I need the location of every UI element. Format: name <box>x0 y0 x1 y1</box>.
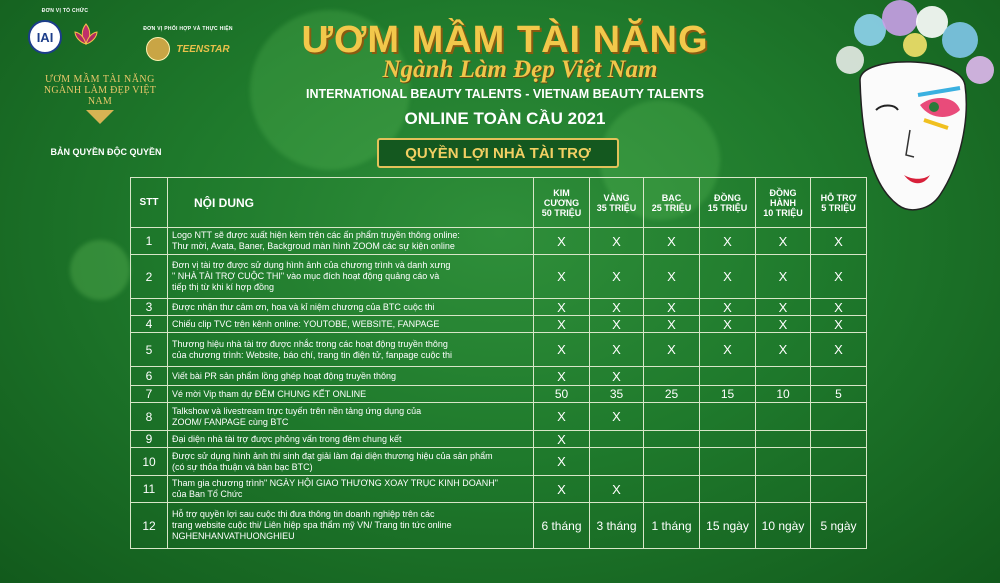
brand-line-1: ƯƠM MẦM TÀI NĂNG <box>45 74 155 85</box>
brand-logo <box>40 74 160 124</box>
tier-cell: X <box>534 316 590 333</box>
tier-cell <box>811 431 867 448</box>
tier-cell: X <box>756 333 811 367</box>
content-line: Viết bài PR sản phẩm lồng ghép hoạt động truyền thông <box>172 370 396 381</box>
row-number: 5 <box>131 333 168 367</box>
content-line: NGHENHANVATHUONGHIEU <box>172 531 295 541</box>
content-line: Logo NTT sẽ được xuất hiện kèm trên các ấn phẩm truyền thông online: <box>172 230 460 240</box>
organizer-logos <box>20 20 110 54</box>
tier-cell <box>700 448 756 476</box>
tier-cell: 15 <box>700 386 756 403</box>
row-number: 10 <box>131 448 168 476</box>
tier-cell: X <box>756 255 811 299</box>
tier-cell <box>700 367 756 386</box>
row-content <box>168 431 534 448</box>
tier-cell: X <box>811 228 867 255</box>
international-subtitle: INTERNATIONAL BEAUTY TALENTS - VIETNAM BEAUTY TALENTS <box>306 87 704 101</box>
tier-cell: X <box>534 403 590 431</box>
tier-cell <box>700 476 756 503</box>
online-subtitle: ONLINE TOÀN CẦU 2021 <box>404 109 606 128</box>
tier-cell <box>756 476 811 503</box>
tier-cell: 6 tháng <box>534 503 590 549</box>
partner-block <box>138 26 238 61</box>
tier-cell: X <box>756 299 811 316</box>
tier-label: HỖ TRỢ <box>820 192 857 203</box>
row-number: 4 <box>131 316 168 333</box>
table-header-row <box>131 178 867 228</box>
script-subtitle: Ngành Làm Đẹp Việt Nam <box>382 56 658 83</box>
content-line: Đại diện nhà tài trợ được phỏng vấn trong đêm chung kết <box>172 433 402 444</box>
partner-caption: ĐƠN VỊ PHỐI HỢP VÀ THỰC HIỆN <box>143 26 233 32</box>
tier-cell <box>590 448 644 476</box>
tier-cell: 10 ngày <box>756 503 811 549</box>
content-line: " NHÀ TÀI TRỢ CUỘC THI" vào mục đích hoạt động quảng cáo và <box>172 271 440 281</box>
tier-cell <box>811 403 867 431</box>
tier-cell: 50 <box>534 386 590 403</box>
row-number: 11 <box>131 476 168 503</box>
tier-cell: 5 <box>811 386 867 403</box>
tier-cell: X <box>534 255 590 299</box>
row-number: 12 <box>131 503 168 549</box>
tier-cell <box>811 367 867 386</box>
tier-cell: X <box>811 316 867 333</box>
row-content <box>168 316 534 333</box>
table-row <box>131 316 867 333</box>
tier-cell: X <box>534 333 590 367</box>
tier-cell: X <box>590 403 644 431</box>
header-tier-support <box>811 178 867 228</box>
row-number: 2 <box>131 255 168 299</box>
content-line: Đơn vị tài trợ được sử dụng hình ảnh của chương trình và danh xưng <box>172 260 451 270</box>
organizer-caption: ĐƠN VỊ TỔ CHỨC <box>41 8 89 14</box>
tier-cell: X <box>590 367 644 386</box>
tier-label: VÀNG <box>603 192 630 203</box>
row-number: 3 <box>131 299 168 316</box>
header-tier-bronze <box>700 178 756 228</box>
tier-cell: X <box>590 333 644 367</box>
tier-cell: X <box>811 333 867 367</box>
tier-cell: X <box>534 448 590 476</box>
row-content <box>168 228 534 255</box>
row-content <box>168 255 534 299</box>
tier-label: 35 TRIỆU <box>596 202 637 213</box>
row-content <box>168 403 534 431</box>
tier-cell: X <box>756 228 811 255</box>
tier-cell: X <box>700 333 756 367</box>
tier-label: 10 TRIỆU <box>763 207 803 218</box>
benefits-table <box>130 177 867 549</box>
row-content <box>168 386 534 403</box>
tier-cell <box>644 476 700 503</box>
tier-cell: 5 ngày <box>811 503 867 549</box>
row-content <box>168 333 534 367</box>
tier-cell <box>756 448 811 476</box>
tier-label: 15 TRIỆU <box>707 202 748 213</box>
tier-cell <box>700 403 756 431</box>
tier-cell: X <box>590 476 644 503</box>
row-number: 1 <box>131 228 168 255</box>
tier-cell: 35 <box>590 386 644 403</box>
iai-logo: IAI <box>28 20 62 54</box>
partner-logos <box>138 37 238 61</box>
header-tier-gold <box>590 178 644 228</box>
tier-cell <box>590 431 644 448</box>
tier-cell: X <box>590 228 644 255</box>
tier-label: ĐỒNG <box>769 187 797 198</box>
content-line: (có sự thỏa thuận và bàn bạc BTC) <box>172 461 313 472</box>
tier-cell: X <box>644 299 700 316</box>
tier-label: KIM <box>553 187 570 198</box>
tier-label: 5 TRIỆU <box>821 202 856 213</box>
content-line: Talkshow và livestream trực tuyến trên nền tảng ứng dụng của <box>172 405 422 416</box>
row-number: 9 <box>131 431 168 448</box>
table-row <box>131 367 867 386</box>
table-row <box>131 403 867 431</box>
tier-cell <box>756 367 811 386</box>
tier-cell: X <box>700 228 756 255</box>
bg-glow <box>70 240 130 300</box>
content-line: Thư mời, Avata, Baner, Backgroud màn hình ZOOM các sự kiện online <box>172 241 455 251</box>
tier-label: 50 TRIỆU <box>541 207 582 218</box>
tier-cell: X <box>644 316 700 333</box>
content-line: tiếp thị từ khi kí hợp đồng <box>172 282 274 292</box>
row-number: 8 <box>131 403 168 431</box>
table-row <box>131 255 867 299</box>
tier-label: CƯƠNG <box>543 197 580 208</box>
table-row <box>131 503 867 549</box>
tier-cell: X <box>644 333 700 367</box>
tier-cell: X <box>534 299 590 316</box>
content-line: Được sử dụng hình ảnh thí sinh đạt giải làm đại diện thương hiệu của sản phẩm <box>172 450 493 461</box>
content-line: Thương hiệu nhà tài trợ được nhắc trong các hoạt động truyền thông <box>172 338 448 349</box>
header-tier-companion <box>756 178 811 228</box>
table-row <box>131 333 867 367</box>
tier-cell: X <box>590 255 644 299</box>
content-line: trang website cuộc thi/ Liên hiệp spa thẩm mỹ VN/ Trang tin tức online <box>172 520 452 530</box>
tier-cell: X <box>534 367 590 386</box>
content-line: Chiếu clip TVC trên kênh online: YOUTOBE, WEBSITE, FANPAGE <box>172 318 440 329</box>
header-stt: STT <box>131 178 168 228</box>
tier-cell: X <box>534 228 590 255</box>
table-row <box>131 476 867 503</box>
tier-cell: 25 <box>644 386 700 403</box>
tier-cell: X <box>700 299 756 316</box>
seal-logo-icon <box>146 37 170 61</box>
tier-cell: 3 tháng <box>590 503 644 549</box>
content-line: Tham gia chương trình" NGÀY HỘI GIAO THƯƠNG XOAY TRỤC KINH DOANH" <box>172 478 498 488</box>
tier-cell: X <box>811 255 867 299</box>
tier-cell <box>811 448 867 476</box>
section-title: QUYỀN LỢI NHÀ TÀI TRỢ <box>377 138 619 168</box>
row-content <box>168 367 534 386</box>
tier-cell: 10 <box>756 386 811 403</box>
tier-cell: 15 ngày <box>700 503 756 549</box>
table-row <box>131 448 867 476</box>
content-line: Hỗ trợ quyền lợi sau cuộc thi đưa thông tin doanh nghiệp trên các <box>172 509 435 519</box>
tier-cell: X <box>811 299 867 316</box>
tier-cell: X <box>644 228 700 255</box>
tier-cell: X <box>756 316 811 333</box>
lotus-logo-icon <box>70 20 102 50</box>
tier-cell <box>811 476 867 503</box>
tier-cell <box>644 431 700 448</box>
tier-label: HÀNH <box>770 197 796 208</box>
tier-cell: X <box>700 255 756 299</box>
tier-cell <box>644 448 700 476</box>
row-content <box>168 299 534 316</box>
row-content <box>168 503 534 549</box>
table-body <box>131 228 867 549</box>
row-content <box>168 476 534 503</box>
copyright-label: BẢN QUYỀN ĐỘC QUYỀN <box>50 147 162 157</box>
row-number: 7 <box>131 386 168 403</box>
tier-label: 25 TRIỆU <box>651 202 692 213</box>
tier-cell: X <box>590 299 644 316</box>
tier-cell: 1 tháng <box>644 503 700 549</box>
tier-cell: X <box>590 316 644 333</box>
tier-cell <box>644 367 700 386</box>
tier-cell <box>756 431 811 448</box>
tier-label: ĐỒNG <box>714 192 741 203</box>
table-row <box>131 299 867 316</box>
header-tier-diamond <box>534 178 590 228</box>
organizer-block <box>20 8 110 54</box>
content-line: ZOOM/ FANPAGE cùng BTC <box>172 416 289 427</box>
row-number: 6 <box>131 367 168 386</box>
tier-cell <box>756 403 811 431</box>
table-row <box>131 228 867 255</box>
tier-cell: X <box>644 255 700 299</box>
tier-label: BẠC <box>661 192 682 203</box>
table-row <box>131 386 867 403</box>
content-line: Vé mời Vip tham dự ĐÊM CHUNG KẾT ONLINE <box>172 388 367 399</box>
row-content <box>168 448 534 476</box>
content-line: của Ban Tổ Chức <box>172 489 243 499</box>
brand-line-2: NGÀNH LÀM ĐẸP VIỆT NAM <box>43 85 157 107</box>
table-row <box>131 431 867 448</box>
chevron-emblem-icon <box>86 110 114 124</box>
content-line: của chương trình: Website, báo chí, trang tin điện tử, fanpage cuộc thi <box>172 349 452 360</box>
tier-cell: X <box>534 431 590 448</box>
content-line: Được nhận thư cảm ơn, hoa và kỉ niệm chương của BTC cuộc thi <box>172 301 435 312</box>
main-title: ƯƠM MẦM TÀI NĂNG <box>301 19 709 61</box>
tier-cell: X <box>534 476 590 503</box>
tier-cell <box>700 431 756 448</box>
tier-cell <box>644 403 700 431</box>
tier-cell: X <box>700 316 756 333</box>
teenstar-logo: TEENSTAR <box>176 43 230 55</box>
header-tier-silver <box>644 178 700 228</box>
header-content: NỘI DUNG <box>168 178 534 228</box>
